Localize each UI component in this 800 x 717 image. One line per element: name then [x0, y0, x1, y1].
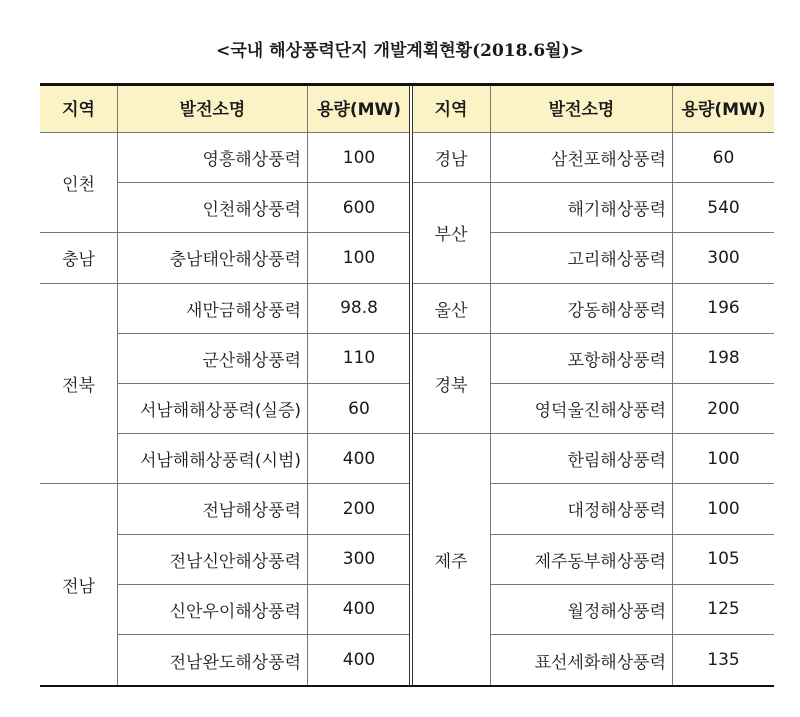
table-bottom-rule	[40, 685, 774, 687]
right-capacity-value: 198	[672, 334, 774, 384]
right-plant-name: 삼천포해상풍력	[490, 133, 672, 183]
right-plant-name: 영덕울진해상풍력	[490, 384, 672, 434]
left-capacity-value: 200	[307, 484, 410, 534]
right-capacity-value: 196	[672, 284, 774, 334]
left-region-cell: 충남	[40, 233, 117, 283]
right-region-cell: 제주	[434, 552, 468, 573]
left-plant-name: 전남신안해상풍력	[117, 535, 307, 585]
left-capacity-value: 300	[307, 535, 410, 585]
right-plant-name: 제주동부해상풍력	[490, 535, 672, 585]
right-header-region: 지역	[412, 83, 490, 133]
left-region-cell: 인천	[40, 133, 117, 233]
left-header-capacity: 용량(MW)	[307, 83, 410, 133]
right-capacity-value: 135	[672, 635, 774, 685]
wind-farm-table	[40, 83, 774, 687]
left-capacity-value: 98.8	[307, 284, 410, 334]
left-plant-name: 전남완도해상풍력	[117, 635, 307, 685]
left-capacity-value: 600	[307, 183, 410, 233]
right-capacity-value: 200	[672, 384, 774, 434]
right-region-cell: 울산	[412, 284, 490, 334]
left-capacity-value: 100	[307, 133, 410, 183]
left-header-plant: 발전소명	[117, 83, 307, 133]
right-header-plant: 발전소명	[490, 83, 672, 133]
left-plant-name: 새만금해상풍력	[117, 284, 307, 334]
left-capacity-value: 400	[307, 434, 410, 484]
left-plant-name: 영흥해상풍력	[117, 133, 307, 183]
right-capacity-value: 125	[672, 585, 774, 635]
right-plant-name: 표선세화해상풍력	[490, 635, 672, 685]
page-title: <국내 해상풍력단지 개발계획현황(2018.6월)>	[216, 41, 584, 61]
table-left-half	[40, 83, 410, 687]
left-capacity-value: 100	[307, 233, 410, 283]
left-plant-name: 서남해해상풍력(시범)	[117, 434, 307, 484]
left-plant-name: 군산해상풍력	[117, 334, 307, 384]
right-plant-name: 월정해상풍력	[490, 585, 672, 635]
right-region-cell: 경남	[412, 133, 490, 183]
left-plant-name: 인천해상풍력	[117, 183, 307, 233]
right-capacity-value: 100	[672, 434, 774, 484]
right-plant-name: 한림해상풍력	[490, 434, 672, 484]
right-capacity-value: 105	[672, 535, 774, 585]
right-region-cell: 경북	[412, 334, 490, 434]
table-top-rule	[40, 83, 774, 86]
right-plant-name: 포항해상풍력	[490, 334, 672, 384]
left-header-region: 지역	[40, 83, 117, 133]
right-plant-name: 고리해상풍력	[490, 233, 672, 283]
right-capacity-value: 100	[672, 484, 774, 534]
right-plant-name: 해기해상풍력	[490, 183, 672, 233]
right-plant-name: 대정해상풍력	[490, 484, 672, 534]
left-capacity-value: 60	[307, 384, 410, 434]
table-right-half	[412, 83, 774, 687]
left-plant-name: 충남태안해상풍력	[117, 233, 307, 283]
right-region-cell: 부산	[412, 183, 490, 283]
left-plant-name: 서남해해상풍력(실증)	[117, 384, 307, 434]
center-double-rule	[409, 83, 413, 687]
left-capacity-value: 400	[307, 635, 410, 685]
right-capacity-value: 540	[672, 183, 774, 233]
left-plant-name: 신안우이해상풍력	[117, 585, 307, 635]
left-region-cell: 전남	[62, 577, 95, 598]
left-capacity-value: 400	[307, 585, 410, 635]
left-region-cell: 전북	[40, 284, 117, 485]
left-plant-name: 전남해상풍력	[117, 484, 307, 534]
left-capacity-value: 110	[307, 334, 410, 384]
right-capacity-value: 300	[672, 233, 774, 283]
right-capacity-value: 60	[672, 133, 774, 183]
right-header-capacity: 용량(MW)	[672, 83, 774, 133]
right-plant-name: 강동해상풍력	[490, 284, 672, 334]
